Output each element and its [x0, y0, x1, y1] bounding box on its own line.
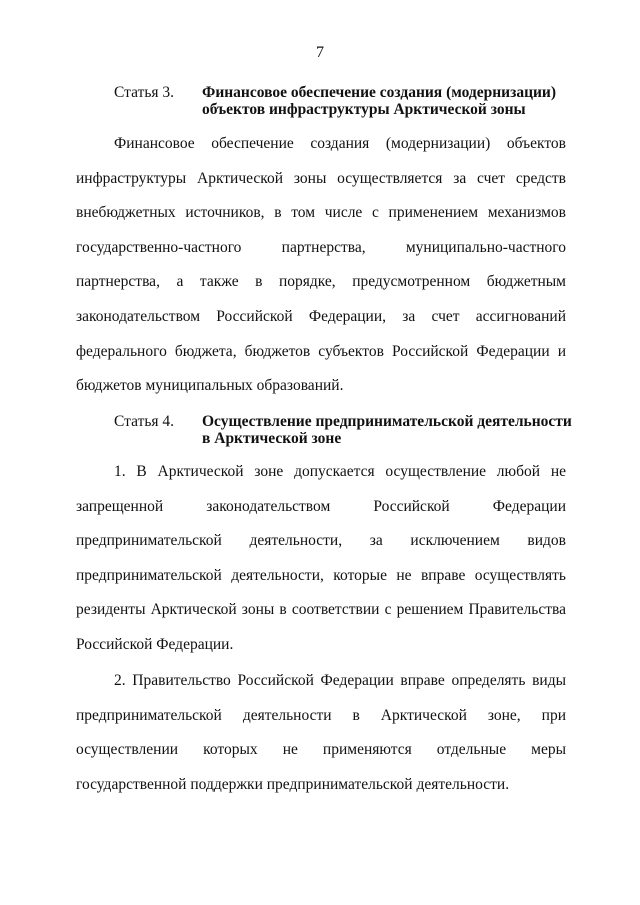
article-4-paragraph-2: 2. Правительство Российской Федерации вправе определять виды предпринимательской деятельности в Арктической зоне, при осуществлении которых не применяются отдельные меры государственной поддержки предпринимательской деятельности.	[76, 672, 566, 793]
article-3-title: Финансовое обеспечение создания (модернизации) объектов инфраструктуры Арктической зоны	[202, 84, 557, 118]
article-4-paragraph-1: 1. В Арктической зоне допускается осуществление любой не запрещенной законодательством Российской Федерации предпринимательской деятельности, за исключением видов предпринимательской деятельности, которые не вправе осуществлять резиденты Арктической зоны в соответствии с решением Правительства Российской Федерации.	[76, 463, 566, 653]
article-3-paragraph: Финансовое обеспечение создания (модернизации) объектов инфраструктуры Арктической зоны осуществляется за счет средств внебюджетных источников, в том числе с применением механизмов государственно-частного партнерства, муниципально-частного партнерства, а также в порядке, предусмотренном бюджетным законодательством Российской Федерации, за счет ассигнований федерального бюджета, бюджетов субъектов Российской Федерации и бюджетов муниципальных образований.	[76, 135, 566, 395]
page-number: 7	[316, 44, 324, 61]
article-4-title: Осуществление предпринимательской деятельности в Арктической зоне	[202, 413, 572, 447]
article-4-label: Статья 4.	[114, 413, 175, 430]
article-3-label: Статья 3.	[114, 84, 175, 101]
